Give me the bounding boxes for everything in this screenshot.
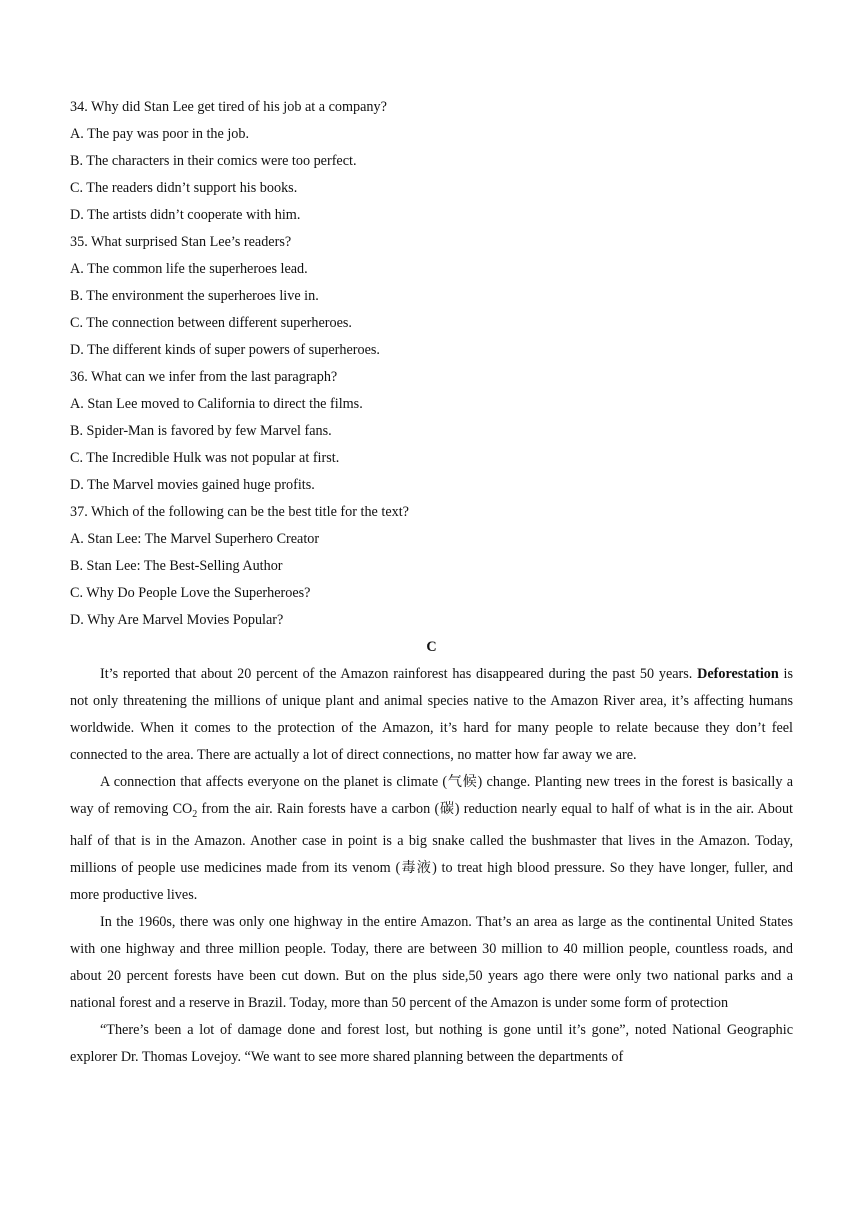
answer-option: B. Stan Lee: The Best-Selling Author [70,558,283,574]
answer-option: B. Spider-Man is favored by few Marvel fans. [70,423,332,439]
section-heading: C [426,639,437,655]
document-page [70,94,793,1071]
subscript: 2 [192,808,198,820]
passage-paragraph: “There’s been a lot of damage done and forest lost, but nothing is gone until it’s gone”, noted National Geographic explorer Dr. Thomas Lovejoy. “We want to see more shared planning between the departments of [70,1021,793,1065]
answer-option: D. The artists didn’t cooperate with him. [70,207,301,223]
answer-option: A. The pay was poor in the job. [70,126,250,142]
answer-option: C. The Incredible Hulk was not popular at first. [70,450,340,466]
passage-text: It’s reported that about 20 percent of the Amazon rainforest has disappeared during the past 50 years. [100,666,698,682]
answer-option: A. Stan Lee moved to California to direct the films. [70,396,363,412]
passage-text: is not only threatening the millions of unique plant and animal species native to the Amazon River area, it’s affecting humans worldwide. When it comes to the protection of the Amazon, it’s hard for many people to relate because they don’t feel connected to the area. There are actually a lot of direct connections, no matter how far away we are. [70,666,793,763]
answer-option: C. Why Do People Love the Superheroes? [70,585,311,601]
answer-option: A. The common life the superheroes lead. [70,261,308,277]
passage-paragraph [70,769,793,909]
passage-paragraph: In the 1960s, there was only one highway in the entire Amazon. That’s an area as large as the continental United States with one highway and three million people. Today, there are between 30 million to 40 million people, countless roads, and about 20 percent forests have been cut down. But on the plus side,50 years ago there were only two national parks and a national forest and a reserve in Brazil. Today, more than 50 percent of the Amazon is under some form of protection [70,913,793,1011]
question-stem: 36. What can we infer from the last paragraph? [70,369,338,385]
passage-text: from the air. Rain forests have a carbon (碳) reduction nearly equal to half of what is in the air. About half of that is in the Amazon. Another case in point is a big snake called the bushmaster that lives in the Amazon. Today, millions of people use medicines made from its venom (毒液) to treat high blood pressure. So they have longer, fuller, and more productive lives. [70,801,793,903]
answer-option: A. Stan Lee: The Marvel Superhero Creator [70,531,320,547]
answer-option: B. The characters in their comics were too perfect. [70,153,357,169]
question-stem: 37. Which of the following can be the best title for the text? [70,504,409,520]
answer-option: C. The readers didn’t support his books. [70,180,298,196]
question-stem: 34. Why did Stan Lee get tired of his job at a company? [70,99,387,115]
answer-option: D. The Marvel movies gained huge profits. [70,477,315,493]
passage-text: A connection that affects everyone on the planet is climate (气候) change. Planting new trees in the forest is basically a way of removing CO [70,774,793,817]
passage-paragraph [70,661,793,769]
answer-option: C. The connection between different superheroes. [70,315,352,331]
question-stem: 35. What surprised Stan Lee’s readers? [70,234,292,250]
highlighted-term: Deforestation [697,666,779,682]
answer-option: D. Why Are Marvel Movies Popular? [70,612,284,628]
answer-option: D. The different kinds of super powers of superheroes. [70,342,380,358]
answer-option: B. The environment the superheroes live in. [70,288,319,304]
